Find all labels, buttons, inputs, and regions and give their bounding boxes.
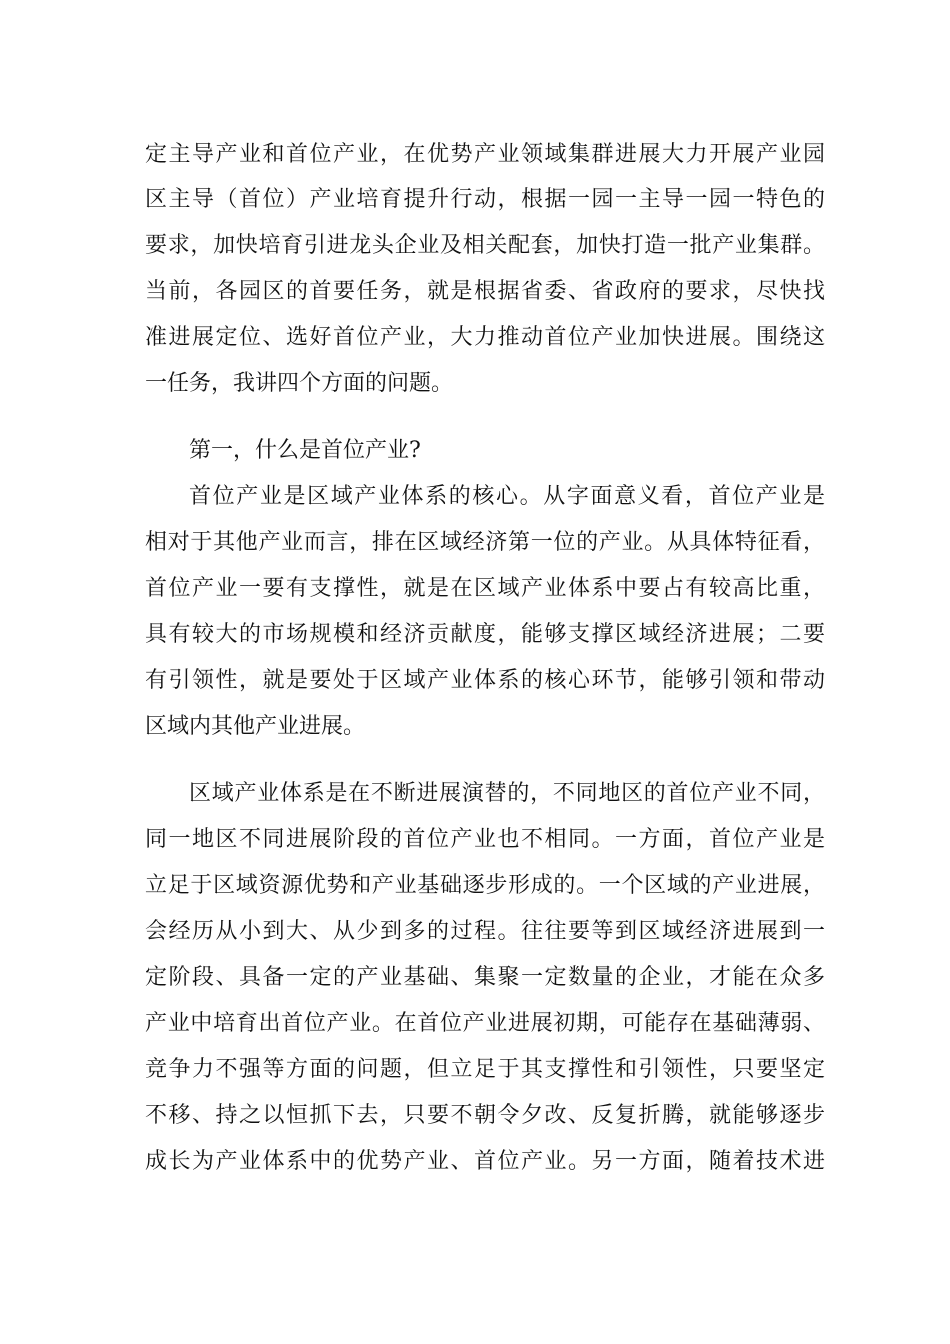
text-line: 当前，各园区的首要任务，就是根据省委、省政府的要求，尽快找 <box>145 279 825 304</box>
text-line: 准进展定位、选好首位产业，大力推动首位产业加快进展。围绕这 <box>145 325 825 350</box>
text-line: 首位产业是区域产业体系的核心。从字面意义看，首位产业是 <box>189 484 825 509</box>
text-line: 定阶段、具备一定的产业基础、集聚一定数量的企业，才能在众多 <box>145 965 825 990</box>
text-line: 区域产业体系是在不断进展演替的，不同地区的首位产业不同， <box>189 781 825 806</box>
section-heading: 第一，什么是首位产业? <box>189 438 421 463</box>
text-line: 具有较大的市场规模和经济贡献度，能够支撑区域经济进展；二要 <box>145 622 825 647</box>
text-line: 不移、持之以恒抓下去，只要不朝令夕改、反复折腾，就能够逐步 <box>145 1103 825 1128</box>
text-line: 竞争力不强等方面的问题，但立足于其支撑性和引领性，只要坚定 <box>145 1057 825 1082</box>
text-line: 产业中培育出首位产业。在首位产业进展初期，可能存在基础薄弱、 <box>145 1011 825 1036</box>
text-line: 一任务，我讲四个方面的问题。 <box>145 371 454 396</box>
text-line: 立足于区域资源优势和产业基础逐步形成的。一个区域的产业进展， <box>145 873 825 898</box>
text-line: 首位产业一要有支撑性，就是在区域产业体系中要占有较高比重， <box>145 576 825 601</box>
text-line: 要求，加快培育引进龙头企业及相关配套，加快打造一批产业集群。 <box>145 233 825 258</box>
text-line: 有引领性，就是要处于区域产业体系的核心环节，能够引领和带动 <box>145 668 825 693</box>
text-line: 同一地区不同进展阶段的首位产业也不相同。一方面，首位产业是 <box>145 827 825 852</box>
text-line: 区主导（首位）产业培育提升行动，根据一园一主导一园一特色的 <box>145 187 825 212</box>
text-line: 相对于其他产业而言，排在区域经济第一位的产业。从具体特征看， <box>145 530 825 555</box>
text-line: 成长为产业体系中的优势产业、首位产业。另一方面，随着技术进 <box>145 1149 825 1174</box>
text-line: 区域内其他产业进展。 <box>145 714 366 739</box>
text-line: 定主导产业和首位产业，在优势产业领域集群进展大力开展产业园 <box>145 142 825 167</box>
text-line: 会经历从小到大、从少到多的过程。往往要等到区域经济进展到一 <box>145 919 825 944</box>
